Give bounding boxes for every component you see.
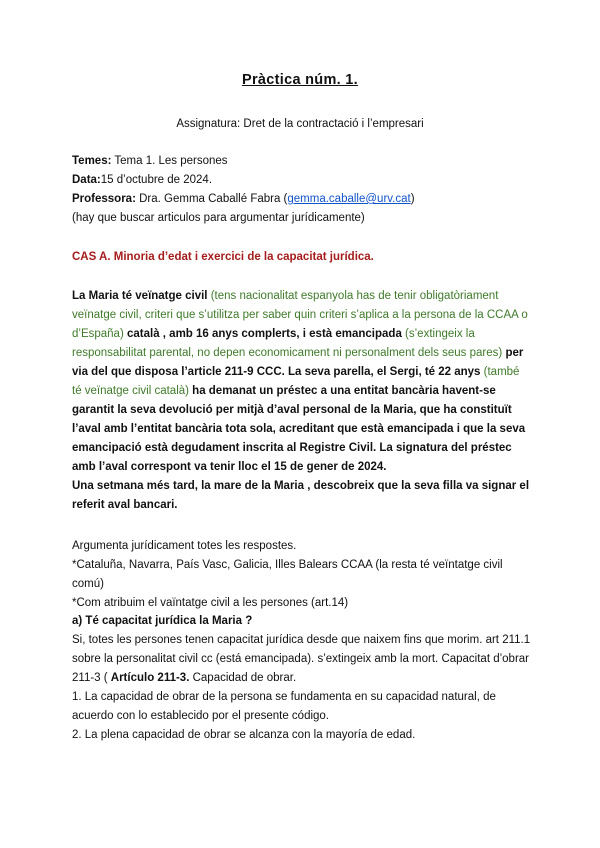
instruction-line: Argumenta jurídicament totes les respostes. (72, 540, 297, 552)
case-text-run: català , amb 16 anys complerts, i està emancipada (126, 328, 406, 340)
instructions-block (72, 537, 532, 613)
professor-close: ) (410, 193, 415, 205)
instruction-line: *Cataluña, Navarra, País Vasc, Galicia, Illes Balears CCAA (la resta té veïntatge civil comú) (72, 559, 503, 590)
professor-email-link[interactable]: gemma.caballe@urv.cat (287, 193, 411, 205)
case-text-run: ha demanat un préstec a una entitat bancària havent-se garantit la seva devolució per mitjà d’aval personal de la Maria, que ha constituït l’aval amb l’entitat bancària tota sola, acreditant que està emancipada i que la seva emancipació està degudament inscrita al Registre Civil. La signatura del préstec amb l’aval correspont va tenir lloc el 15 de gener de 2024. (72, 385, 526, 473)
meta-block (72, 152, 532, 228)
professor-line (72, 190, 532, 209)
temes-value: Tema 1. Les persones (111, 155, 228, 167)
case-heading: CAS A. Minoria d’edat i exercici de la capacitat jurídica. (72, 251, 374, 263)
question-a-block (72, 612, 532, 745)
answer-point: 1. La capacidad de obrar de la persona se fundamenta en su capacidad natural, de acuerdo con lo establecido por el presente código. (72, 691, 496, 722)
professor-value: Dra. Gemma Caballé Fabra ( (135, 193, 288, 205)
answer-tail: Capacidad de obrar. (189, 672, 297, 684)
case-note-run: (tens nacionalitat espanyola has de tenir obligatòriament veïnatge civil, criteri que s’utilitza per saber quin criteri s’aplica a la persona de la CCAA o d’España) (72, 290, 528, 340)
professor-label: Professora: (72, 193, 136, 205)
note-line: (hay que buscar articulos para argumentar jurídicamente) (72, 212, 365, 224)
data-label: Data: (72, 174, 101, 186)
instruction-line: *Com atribuim el vaïntatge civil a les persones (art.14) (72, 597, 349, 609)
answer-text: Si, totes les persones tenen capacitat jurídica desde que naixem fins que morim. art 211.1 sobre la personalitat civil cc (está emancipada). s’extingeix amb la mort. Capacitat d’obrar 211-3 ( (72, 634, 531, 684)
case-note-run: (s’extingeix la responsabilitat parental, no depen economicament ni personalment dels seus pares) (72, 328, 506, 359)
case-body-paragraph (72, 287, 532, 477)
temes-line (72, 152, 532, 171)
case-body (72, 287, 532, 515)
question-a-heading: a) Té capacitat jurídica la Maria ? (72, 615, 253, 627)
case-note-run: (també té veïnatge civil català) (72, 366, 520, 397)
answer-point: 2. La plena capacidad de obrar se alcanza con la mayoría de edad. (72, 729, 416, 741)
answer-article: Artículo 211-3. (110, 672, 190, 684)
question-a-answer (72, 631, 532, 688)
case-text-run: per via del que disposa l’article 211-9 CCC. La seva parella, el Sergi, té 22 anys (72, 347, 524, 378)
data-line (72, 171, 532, 190)
temes-label: Temes: (72, 155, 112, 167)
page-title: Pràctica núm. 1. (241, 72, 358, 88)
case-text-run: La Maria té veïnatge civil (72, 290, 211, 302)
subject-line: Assignatura: Dret de la contractació i l’empresari (176, 118, 424, 130)
data-value: 15 d’octubre de 2024. (100, 174, 213, 186)
case-body-second: Una setmana més tard, la mare de la Maria , descobreix que la seva filla va signar el referit aval bancari. (72, 480, 530, 511)
